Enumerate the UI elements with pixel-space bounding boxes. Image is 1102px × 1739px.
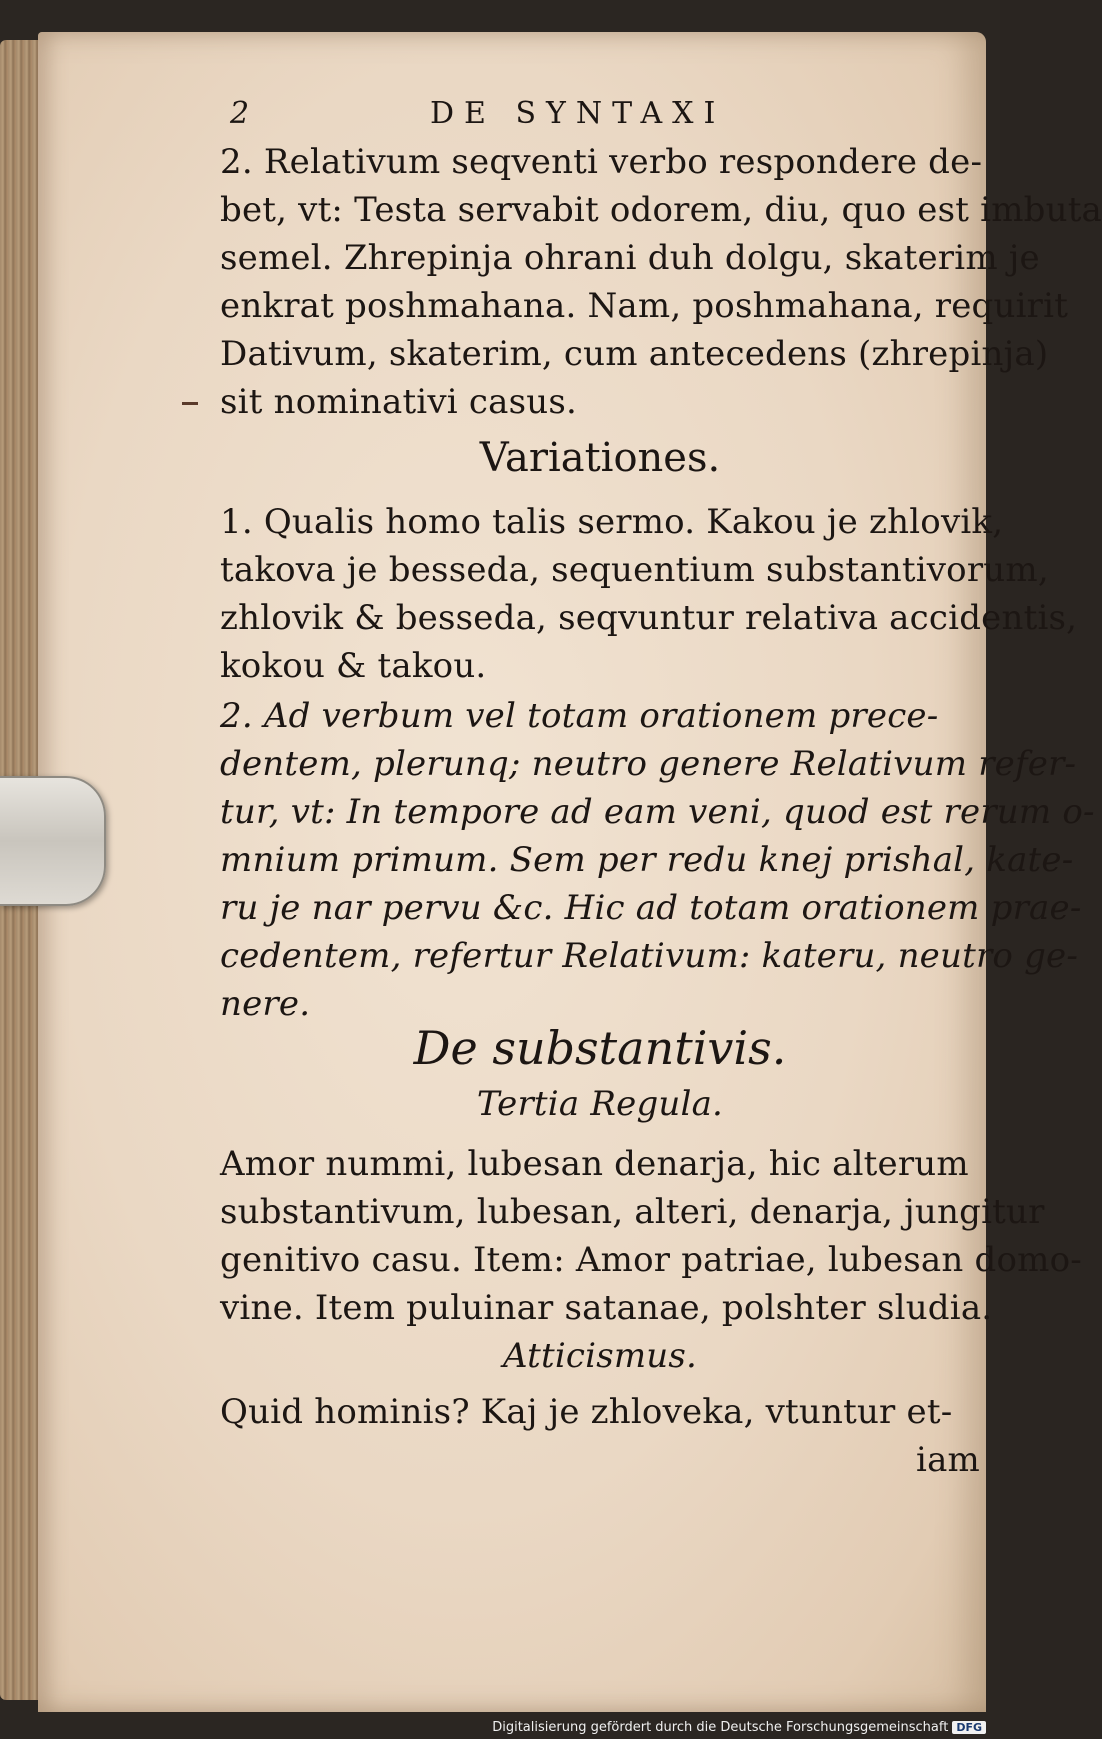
paragraph-amor-nummi xyxy=(220,1140,1082,1332)
heading-atticismus: Atticismus. xyxy=(502,1336,698,1376)
paragraph-qualis xyxy=(220,498,1078,690)
text-line: 2. Ad verbum vel totam orationem prece- xyxy=(220,696,939,736)
text-line: cedentem, refertur Relativum: kateru, neutro ge- xyxy=(220,936,1079,976)
text-line: Amor nummi, lubesan denarja, hic alterum xyxy=(220,1144,969,1184)
text-line: vine. Item puluinar satanae, polshter sludia. xyxy=(220,1288,993,1328)
catchword: iam xyxy=(916,1440,980,1480)
page-number: 2 xyxy=(230,96,260,131)
heading-variationes: Variationes. xyxy=(479,435,721,481)
text-line: ru je nar pervu &c. Hic ad totam orationem prae- xyxy=(220,888,1082,928)
text-line: takova je besseda, sequentium substantivorum, xyxy=(220,550,1049,590)
text-line: tur, vt: In tempore ad eam veni, quod est rerum o- xyxy=(220,792,1095,832)
text-line: 2. Relativum seqventi verbo respondere de- xyxy=(220,142,983,182)
text-line: dentem, plerunq; neutro genere Relativum refer- xyxy=(220,744,1077,784)
digitization-credit xyxy=(492,1720,986,1735)
text-line: sit nominativi casus. xyxy=(220,382,577,422)
text-line: bet, vt: Testa servabit odorem, diu, quo est imbuta xyxy=(220,190,1102,230)
text-line: substantivum, lubesan, alteri, denarja, jungitur xyxy=(220,1192,1045,1232)
page-clip xyxy=(0,776,106,906)
margin-mark xyxy=(182,402,198,405)
text-line: nere. xyxy=(220,984,311,1024)
text-line: semel. Zhrepinja ohrani duh dolgu, skaterim je xyxy=(220,238,1040,278)
heading-de-substantivis: De substantivis. xyxy=(413,1021,787,1075)
paragraph-ad-verbum xyxy=(220,692,1095,1028)
text-line: 1. Qualis homo talis sermo. Kakou je zhlovik, xyxy=(220,502,1004,542)
text-line: mnium primum. Sem per redu knej prishal, kate- xyxy=(220,840,1074,880)
paragraph-quid-hominis xyxy=(220,1388,980,1484)
credit-text: Digitalisierung gefördert durch die Deutsche Forschungsgemeinschaft xyxy=(492,1720,949,1735)
text-line: Quid hominis? Kaj je zhloveka, vtuntur et- xyxy=(220,1392,953,1432)
running-title: DE SYNTAXI xyxy=(430,96,726,131)
dfg-logo-icon: DFG xyxy=(952,1721,986,1734)
text-line: Dativum, skaterim, cum antecedens (zhrepinja) xyxy=(220,334,1049,374)
text-line: kokou & takou. xyxy=(220,646,487,686)
text-line: enkrat poshmahana. Nam, poshmahana, requirit xyxy=(220,286,1069,326)
text-line: zhlovik & besseda, seqvuntur relativa accidentis, xyxy=(220,598,1078,638)
text-line: genitivo casu. Item: Amor patriae, lubesan domo- xyxy=(220,1240,1082,1280)
heading-tertia-regula: Tertia Regula. xyxy=(476,1084,724,1124)
paragraph-relativum xyxy=(220,138,1102,426)
